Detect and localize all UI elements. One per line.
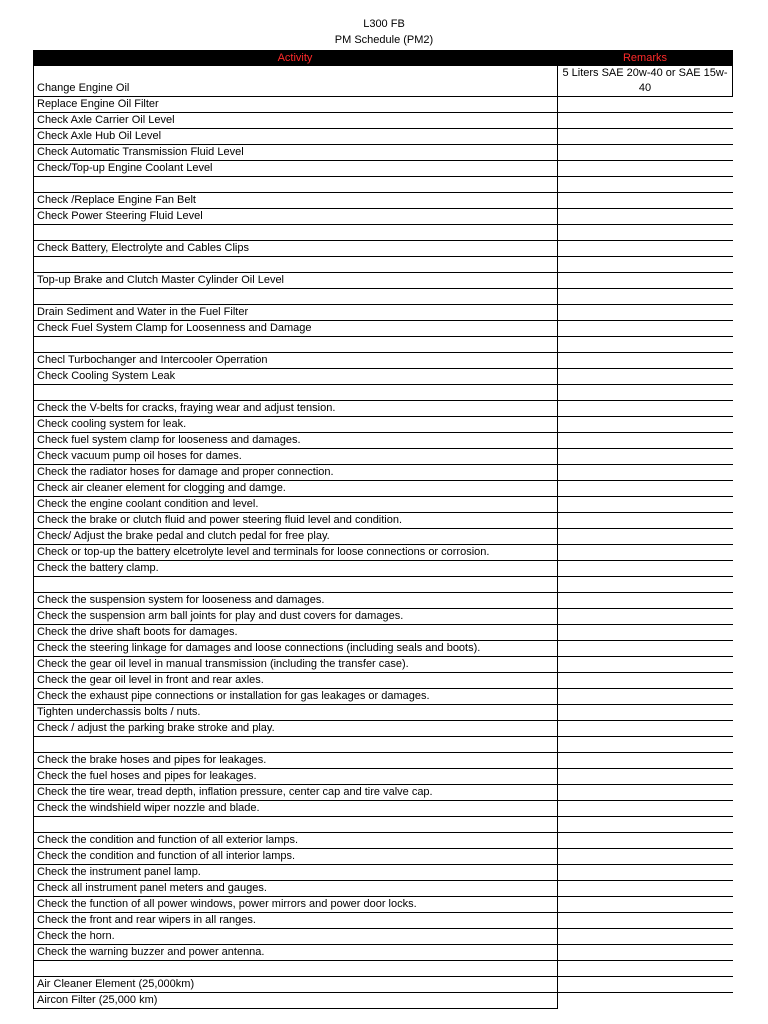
table-row	[33, 113, 733, 129]
table-row	[33, 289, 733, 305]
activity-cell: Check or top-up the battery elcetrolyte level and terminals for loose connections or corrosion.	[33, 545, 558, 561]
activity-cell: Check Fuel System Clamp for Loosenness and Damage	[33, 321, 558, 337]
remarks-cell	[558, 753, 733, 769]
table-row	[33, 929, 733, 945]
table-row	[33, 545, 733, 561]
table-row	[33, 337, 733, 353]
activity-cell: Check the brake hoses and pipes for leakages.	[33, 753, 558, 769]
activity-cell: Check the gear oil level in manual transmission (including the transfer case).	[33, 657, 558, 673]
table-row	[33, 225, 733, 241]
activity-column-header: Activity	[277, 52, 313, 64]
remarks-cell	[558, 497, 733, 513]
activity-cell	[33, 737, 558, 753]
table-row	[33, 449, 733, 465]
remarks-cell	[558, 673, 733, 689]
remarks-cell	[558, 929, 733, 945]
activity-cell	[33, 289, 558, 305]
table-row	[33, 945, 733, 961]
remarks-cell	[558, 433, 733, 449]
table-row	[33, 609, 733, 625]
remarks-cell	[558, 529, 733, 545]
table-row	[33, 241, 733, 257]
remarks-cell	[558, 257, 733, 273]
activity-cell: Check Axle Carrier Oil Level	[33, 113, 558, 129]
activity-cell: Check the instrument panel lamp.	[33, 865, 558, 881]
remarks-cell	[558, 817, 733, 833]
activity-cell	[33, 961, 558, 977]
remarks-cell	[558, 129, 733, 145]
activity-cell: Check the drive shaft boots for damages.	[33, 625, 558, 641]
activity-cell: Check the suspension system for looseness and damages.	[33, 593, 558, 609]
activity-cell: Top-up Brake and Clutch Master Cylinder Oil Level	[33, 273, 558, 289]
remarks-cell	[558, 481, 733, 497]
remarks-cell	[558, 225, 733, 241]
table-row	[33, 817, 733, 833]
activity-cell: Air Cleaner Element (25,000km)	[33, 977, 558, 993]
remarks-cell	[558, 321, 733, 337]
table-row	[33, 497, 733, 513]
table-row	[33, 865, 733, 881]
table-row	[33, 385, 733, 401]
table-row	[33, 849, 733, 865]
remarks-cell	[558, 97, 733, 113]
table-row	[33, 177, 733, 193]
table-row	[33, 193, 733, 209]
table-row	[33, 369, 733, 385]
activity-cell	[33, 225, 558, 241]
table-row	[33, 433, 733, 449]
document-subtitle: PM Schedule (PM2)	[334, 34, 434, 46]
table-row	[33, 209, 733, 225]
remarks-cell	[558, 945, 733, 961]
remarks-cell	[558, 865, 733, 881]
activity-cell: Check fuel system clamp for looseness and damages.	[33, 433, 558, 449]
remarks-cell	[558, 193, 733, 209]
table-row	[33, 753, 733, 769]
table-row	[33, 401, 733, 417]
activity-cell: Check/Top-up Engine Coolant Level	[33, 161, 558, 177]
table-row	[33, 321, 733, 337]
remarks-cell	[558, 337, 733, 353]
table-row	[33, 145, 733, 161]
activity-cell	[33, 177, 558, 193]
table-row	[33, 353, 733, 369]
table-row	[33, 705, 733, 721]
activity-cell: Check air cleaner element for clogging and damge.	[33, 481, 558, 497]
table-row	[33, 913, 733, 929]
table-row	[33, 833, 733, 849]
remarks-cell	[558, 161, 733, 177]
pm-schedule-table	[33, 50, 733, 1009]
activity-cell: Check the warning buzzer and power antenna.	[33, 945, 558, 961]
table-row	[33, 481, 733, 497]
remarks-cell	[558, 737, 733, 753]
table-row	[33, 529, 733, 545]
activity-cell: Check the V-belts for cracks, fraying wear and adjust tension.	[33, 401, 558, 417]
activity-cell: Check all instrument panel meters and gauges.	[33, 881, 558, 897]
remarks-cell	[558, 849, 733, 865]
table-row	[33, 897, 733, 913]
activity-cell: Check / adjust the parking brake stroke and play.	[33, 721, 558, 737]
remarks-cell	[558, 689, 733, 705]
activity-cell	[33, 817, 558, 833]
table-row	[33, 993, 733, 1009]
activity-cell	[33, 385, 558, 401]
document-title: L300 FB	[363, 18, 405, 30]
table-body	[33, 66, 733, 1009]
table-row	[33, 465, 733, 481]
remarks-cell	[558, 561, 733, 577]
remarks-cell	[558, 417, 733, 433]
activity-cell: Checl Turbochanger and Intercooler Operration	[33, 353, 558, 369]
remarks-cell	[558, 577, 733, 593]
remarks-cell	[558, 145, 733, 161]
table-row	[33, 961, 733, 977]
remarks-cell	[558, 625, 733, 641]
remarks-cell	[558, 209, 733, 225]
table-row	[33, 785, 733, 801]
activity-cell: Check the condition and function of all exterior lamps.	[33, 833, 558, 849]
remarks-cell	[558, 465, 733, 481]
activity-cell	[33, 577, 558, 593]
activity-cell: Check Automatic Transmission Fluid Level	[33, 145, 558, 161]
activity-cell: Check /Replace Engine Fan Belt	[33, 193, 558, 209]
document-heading	[0, 16, 768, 48]
activity-cell: Replace Engine Oil Filter	[33, 97, 558, 113]
activity-cell: Check the horn.	[33, 929, 558, 945]
remarks-cell	[558, 801, 733, 817]
activity-cell: Check Power Steering Fluid Level	[33, 209, 558, 225]
table-row	[33, 561, 733, 577]
activity-cell: Check the gear oil level in front and rear axles.	[33, 673, 558, 689]
table-row	[33, 625, 733, 641]
table-row	[33, 977, 733, 993]
remarks-cell	[558, 977, 733, 993]
remarks-cell	[558, 241, 733, 257]
activity-cell: Check the battery clamp.	[33, 561, 558, 577]
remarks-cell	[558, 721, 733, 737]
remarks-cell	[558, 897, 733, 913]
remarks-cell	[558, 913, 733, 929]
activity-cell: Check the steering linkage for damages and loose connections (including seals and boots).	[33, 641, 558, 657]
remarks-cell	[558, 769, 733, 785]
remarks-cell	[558, 545, 733, 561]
table-row	[33, 801, 733, 817]
table-row	[33, 273, 733, 289]
table-row	[33, 689, 733, 705]
remarks-cell	[558, 657, 733, 673]
remarks-cell	[558, 609, 733, 625]
remarks-cell	[558, 785, 733, 801]
remarks-cell	[558, 113, 733, 129]
table-row	[33, 513, 733, 529]
activity-cell: Check the fuel hoses and pipes for leakages.	[33, 769, 558, 785]
activity-cell: Check cooling system for leak.	[33, 417, 558, 433]
activity-cell: Tighten underchassis bolts / nuts.	[33, 705, 558, 721]
activity-cell	[33, 337, 558, 353]
activity-cell: Check Axle Hub Oil Level	[33, 129, 558, 145]
activity-cell: Check the windshield wiper nozzle and blade.	[33, 801, 558, 817]
activity-cell: Check Battery, Electrolyte and Cables Clips	[33, 241, 558, 257]
activity-cell: Check Cooling System Leak	[33, 369, 558, 385]
table-row	[33, 721, 733, 737]
activity-cell: Change Engine Oil	[33, 66, 558, 97]
activity-cell: Check the front and rear wipers in all ranges.	[33, 913, 558, 929]
table-row	[33, 257, 733, 273]
table-row	[33, 577, 733, 593]
table-row	[33, 97, 733, 113]
table-row	[33, 769, 733, 785]
table-row	[33, 657, 733, 673]
remarks-column-header: Remarks	[622, 52, 667, 64]
activity-cell: Check the suspension arm ball joints for play and dust covers for damages.	[33, 609, 558, 625]
activity-cell: Check the engine coolant condition and level.	[33, 497, 558, 513]
table-row	[33, 881, 733, 897]
remarks-cell	[558, 961, 733, 977]
remarks-cell: 5 Liters SAE 20w-40 or SAE 15w-40	[558, 66, 733, 97]
table-row	[33, 673, 733, 689]
remarks-cell	[558, 705, 733, 721]
table-row	[33, 737, 733, 753]
remarks-cell	[558, 449, 733, 465]
remarks-cell	[558, 369, 733, 385]
activity-cell: Check/ Adjust the brake pedal and clutch pedal for free play.	[33, 529, 558, 545]
table-row	[33, 417, 733, 433]
activity-cell: Check the exhaust pipe connections or installation for gas leakages or damages.	[33, 689, 558, 705]
remarks-cell	[558, 593, 733, 609]
table-row	[33, 641, 733, 657]
table-header-row	[33, 50, 733, 66]
remarks-cell	[558, 353, 733, 369]
remarks-cell	[558, 641, 733, 657]
table-row	[33, 305, 733, 321]
remarks-cell	[558, 833, 733, 849]
activity-cell: Check the condition and function of all interior lamps.	[33, 849, 558, 865]
remarks-cell	[558, 385, 733, 401]
activity-cell: Check the function of all power windows, power mirrors and power door locks.	[33, 897, 558, 913]
activity-cell: Check the tire wear, tread depth, inflation pressure, center cap and tire valve cap.	[33, 785, 558, 801]
activity-cell: Check the brake or clutch fluid and power steering fluid level and condition.	[33, 513, 558, 529]
activity-cell: Drain Sediment and Water in the Fuel Filter	[33, 305, 558, 321]
table-row	[33, 129, 733, 145]
table-row	[33, 66, 733, 97]
table-row	[33, 593, 733, 609]
remarks-cell	[558, 401, 733, 417]
remarks-cell	[558, 273, 733, 289]
remarks-cell	[558, 305, 733, 321]
remarks-cell	[558, 513, 733, 529]
remarks-cell	[558, 881, 733, 897]
activity-cell: Check the radiator hoses for damage and proper connection.	[33, 465, 558, 481]
remarks-cell	[558, 993, 733, 1009]
remarks-cell	[558, 177, 733, 193]
activity-cell: Aircon Filter (25,000 km)	[33, 993, 558, 1009]
activity-cell	[33, 257, 558, 273]
remarks-cell	[558, 289, 733, 305]
activity-cell: Check vacuum pump oil hoses for dames.	[33, 449, 558, 465]
table-row	[33, 161, 733, 177]
